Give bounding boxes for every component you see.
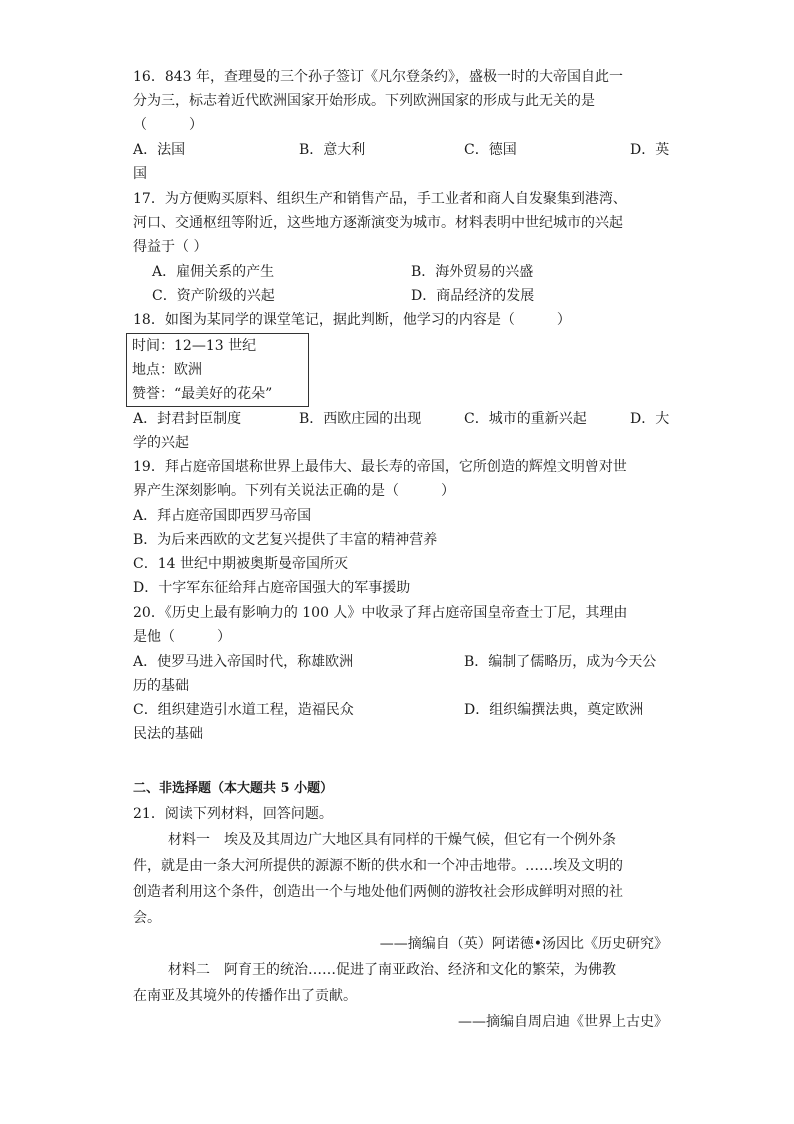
material1-source: ——摘编自（英）阿诺德•汤因比《历史研究》 — [379, 936, 668, 952]
q18-stem-line1: 18．如图为某同学的课堂笔记，据此判断，他学习的内容是（ ） — [133, 312, 571, 328]
q17-stem-line1: 17．为方便购买原料、组织生产和销售产品，手工业者和商人自发聚集到港湾、 — [133, 191, 627, 207]
q19-stem-line2: 界产生深刻影响。下列有关说法正确的是（ ） — [133, 483, 455, 499]
q16-stem-line1: 16．843 年，查理曼的三个孙子签订《凡尔登条约》，盛极一时的大帝国自此一 — [133, 69, 623, 85]
q18-option-b: B．西欧庄园的出现 — [299, 411, 422, 427]
q20-option-b: B．编制了儒略历，成为今天公 — [464, 654, 657, 670]
material2-line2: 在南亚及其境外的传播作出了贡献。 — [133, 988, 357, 1004]
material1-line2: 件，就是由一条大河所提供的源源不断的供水和一个冲击地带。……埃及文明的 — [133, 858, 623, 874]
q17-option-d: D．商品经济的发展 — [411, 288, 535, 304]
q19-stem-line1: 19．拜占庭帝国堪称世界上最伟大、最长寿的帝国，它所创造的辉煌文明曾对世 — [133, 459, 627, 475]
material1-line3: 创造者利用这个条件，创造出一个与地处他们两侧的游牧社会形成鲜明对照的社 — [133, 884, 623, 900]
q21-stem: 21．阅读下列材料，回答问题。 — [133, 806, 333, 822]
q16-option-a: A．法国 — [133, 142, 186, 158]
q17-stem-line3: 得益于（ ） — [133, 239, 208, 255]
material2-line1: 材料二 阿育王的统治……促进了南亚政治、经济和文化的繁荣，为佛教 — [168, 962, 616, 978]
q16-stem-line2: 分为三，标志着近代欧洲国家开始形成。下列欧洲国家的形成与此无关的是 — [133, 93, 595, 109]
q16-option-b: B．意大利 — [299, 142, 366, 158]
q17-option-c: C．资产阶级的兴起 — [152, 288, 275, 304]
q20-option-d-wrap: 民法的基础 — [133, 726, 203, 742]
q20-stem-line1: 20．《历史上最有影响力的 100 人》中收录了拜占庭帝国皇帝查士丁尼，其理由 — [133, 605, 628, 621]
note-praise: 赞誉：“最美好的花朵” — [132, 386, 273, 402]
q20-option-b-wrap: 历的基础 — [133, 678, 189, 694]
section-heading: 二、非选择题（本大题共 5 小题） — [133, 781, 334, 796]
q16-option-d: D．英 — [630, 142, 670, 158]
q16-answer-blank: （ ） — [133, 117, 203, 133]
q20-stem-line2: 是他（ ） — [133, 629, 231, 645]
q17-stem-line2: 河口、交通枢纽等附近，这些地方逐渐演变为城市。材料表明中世纪城市的兴起 — [133, 215, 623, 231]
q18-option-a: A．封君封臣制度 — [133, 411, 242, 427]
q19-option-d: D．十字军东征给拜占庭帝国强大的军事援助 — [133, 580, 411, 596]
q19-option-a: A．拜占庭帝国即西罗马帝国 — [133, 508, 312, 524]
note-time: 时间：12—13 世纪 — [132, 338, 257, 354]
material1-line4: 会。 — [133, 910, 161, 926]
q19-option-b: B．为后来西欧的文艺复兴提供了丰富的精神营养 — [133, 532, 438, 548]
q20-option-a: A．使罗马进入帝国时代，称雄欧洲 — [133, 654, 354, 670]
q17-option-a: A．雇佣关系的产生 — [152, 264, 275, 280]
material1-line1: 材料一 埃及及其周边广大地区具有同样的干燥气候，但它有一个例外条 — [168, 832, 616, 848]
q18-option-d-wrap: 学的兴起 — [133, 435, 189, 451]
q16-option-d-wrap: 国 — [133, 166, 147, 182]
q17-option-b: B．海外贸易的兴盛 — [411, 264, 534, 280]
note-place: 地点：欧洲 — [132, 362, 202, 378]
q19-option-c: C．14 世纪中期被奥斯曼帝国所灭 — [133, 556, 348, 572]
q20-option-d: D．组织编撰法典，奠定欧洲 — [464, 702, 644, 718]
q18-option-d: D．大 — [630, 411, 670, 427]
q18-option-c: C．城市的重新兴起 — [464, 411, 587, 427]
q16-option-c: C．德国 — [464, 142, 517, 158]
material2-source: ——摘编自周启迪《世界上古史》 — [458, 1014, 668, 1030]
q20-option-c: C．组织建造引水道工程，造福民众 — [133, 702, 354, 718]
